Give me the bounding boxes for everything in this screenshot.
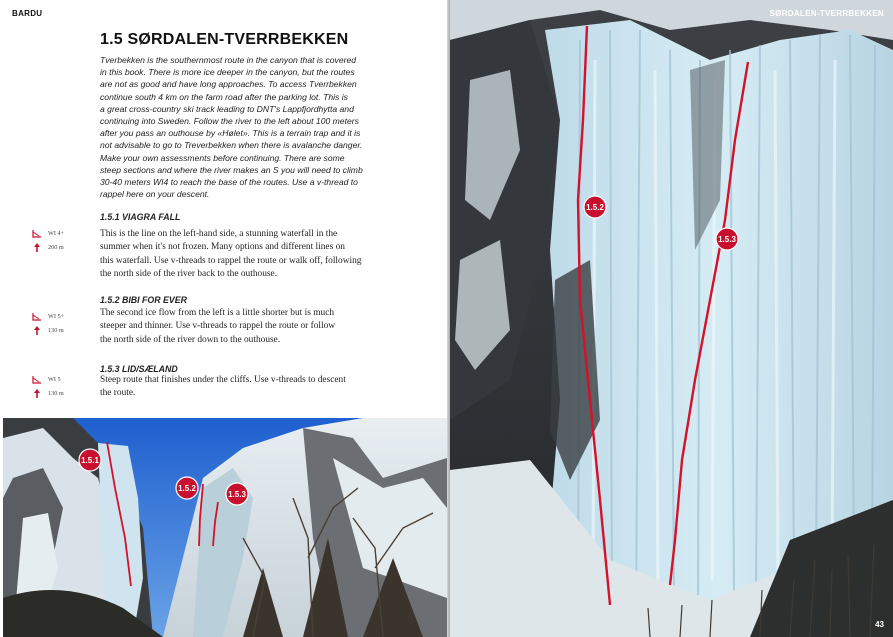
- section-title: 1.5 SØRDALEN-TVERRBEKKEN: [100, 31, 349, 48]
- length-arrow-icon: [32, 325, 42, 335]
- route-length: 130 m: [48, 389, 64, 397]
- route-line: summer when it's not frozen. Many options and different lines on: [100, 242, 345, 253]
- intro-line: Tverbekken is the southernmost route in the canyon that is covered: [100, 55, 357, 65]
- intro-line: not advisable to go to Treverbekken when there is avalanche danger.: [100, 140, 363, 151]
- running-head-left: BARDU: [12, 9, 43, 18]
- intro-line: steep sections and where the river makes an S you will need to climb: [100, 164, 363, 175]
- intro-line: a great cross-country ski track leading to DNT's Lappfjordhytta and: [100, 103, 354, 114]
- route-line: the north side of the river down to the outhouse.: [100, 334, 281, 345]
- grade-icon: [32, 311, 42, 321]
- intro-line: 30-40 meters WI4 to reach the base of the routes. Use a v-thread to: [100, 177, 358, 188]
- route-grade: WI 5+: [48, 312, 65, 320]
- route-line: this waterfall. Use v-threads to rappel the route or walk off, following: [100, 255, 362, 266]
- route-line: the route.: [100, 388, 136, 399]
- route-grade: WI 5: [48, 375, 61, 383]
- route-badge-label: 1.5.1: [81, 456, 99, 465]
- grade-icon: [32, 228, 42, 238]
- right-page: [450, 0, 893, 637]
- intro-line: after you pass an outhouse by «Hølet». This is a terrain trap and it is: [100, 128, 361, 139]
- intro-text: [100, 54, 392, 200]
- route-badge-label: 1.5.3: [718, 235, 736, 244]
- route-length: 200 m: [48, 243, 64, 251]
- route-description: [100, 307, 392, 347]
- route-grade: WI 4+: [48, 229, 65, 237]
- route-title: 1.5.3 LID/SÆLAND: [100, 364, 178, 374]
- route-title: 1.5.1 VIAGRA FALL: [100, 212, 181, 222]
- route-line: steeper and thinner. Use v-threads to rappel the route or follow: [100, 321, 336, 332]
- route-badge-label: 1.5.2: [178, 484, 196, 493]
- intro-line: continue south 4 km on the farm road after the parking lot. This is: [100, 91, 348, 102]
- route-line: The second ice flow from the left is a little shorter but is much: [100, 308, 335, 318]
- route-badge-label: 1.5.3: [228, 490, 246, 499]
- intro-line: continuing into Sweden. Follow the river to the left about 100 meters: [100, 116, 359, 127]
- canyon-overview-photo: [3, 418, 447, 637]
- intro-line: rappel here on your descent.: [100, 189, 210, 200]
- route-title: 1.5.2 BIBI FOR EVER: [100, 295, 188, 305]
- route-badge-1-5-2: [176, 477, 198, 499]
- route-line: the north side of the river back to the outhouse.: [100, 269, 278, 280]
- grade-icon: [32, 374, 42, 384]
- route-badge-1-5-1: [79, 449, 101, 471]
- page-number: 43: [875, 620, 884, 629]
- route-description: [100, 228, 392, 282]
- route-line: Steep route that finishes under the cliffs. Use v-threads to descent: [100, 375, 346, 385]
- ice-wall-photo: [450, 0, 893, 637]
- running-head-right: SØRDALEN-TVERRBEKKEN: [769, 9, 884, 18]
- length-arrow-icon: [32, 388, 42, 398]
- length-arrow-icon: [32, 242, 42, 252]
- intro-line: in this book. There is more ice deeper in the canyon, but the routes: [100, 67, 355, 78]
- route-description: [100, 374, 392, 401]
- route-badge-1-5-3: [226, 483, 248, 505]
- intro-line: Make your own assessments before continuing. There are some: [100, 152, 345, 163]
- route-badge-1-5-3: [716, 228, 738, 250]
- route-badge-1-5-2: [584, 196, 606, 218]
- route-line: This is the line on the left-hand side, a stunning waterfall in the: [100, 229, 338, 239]
- route-length: 130 m: [48, 326, 64, 334]
- intro-line: are not as good and have long approaches. To access Tverrbekken: [100, 79, 357, 90]
- route-badge-label: 1.5.2: [586, 203, 604, 212]
- canyon-photo-graphic: [3, 418, 447, 637]
